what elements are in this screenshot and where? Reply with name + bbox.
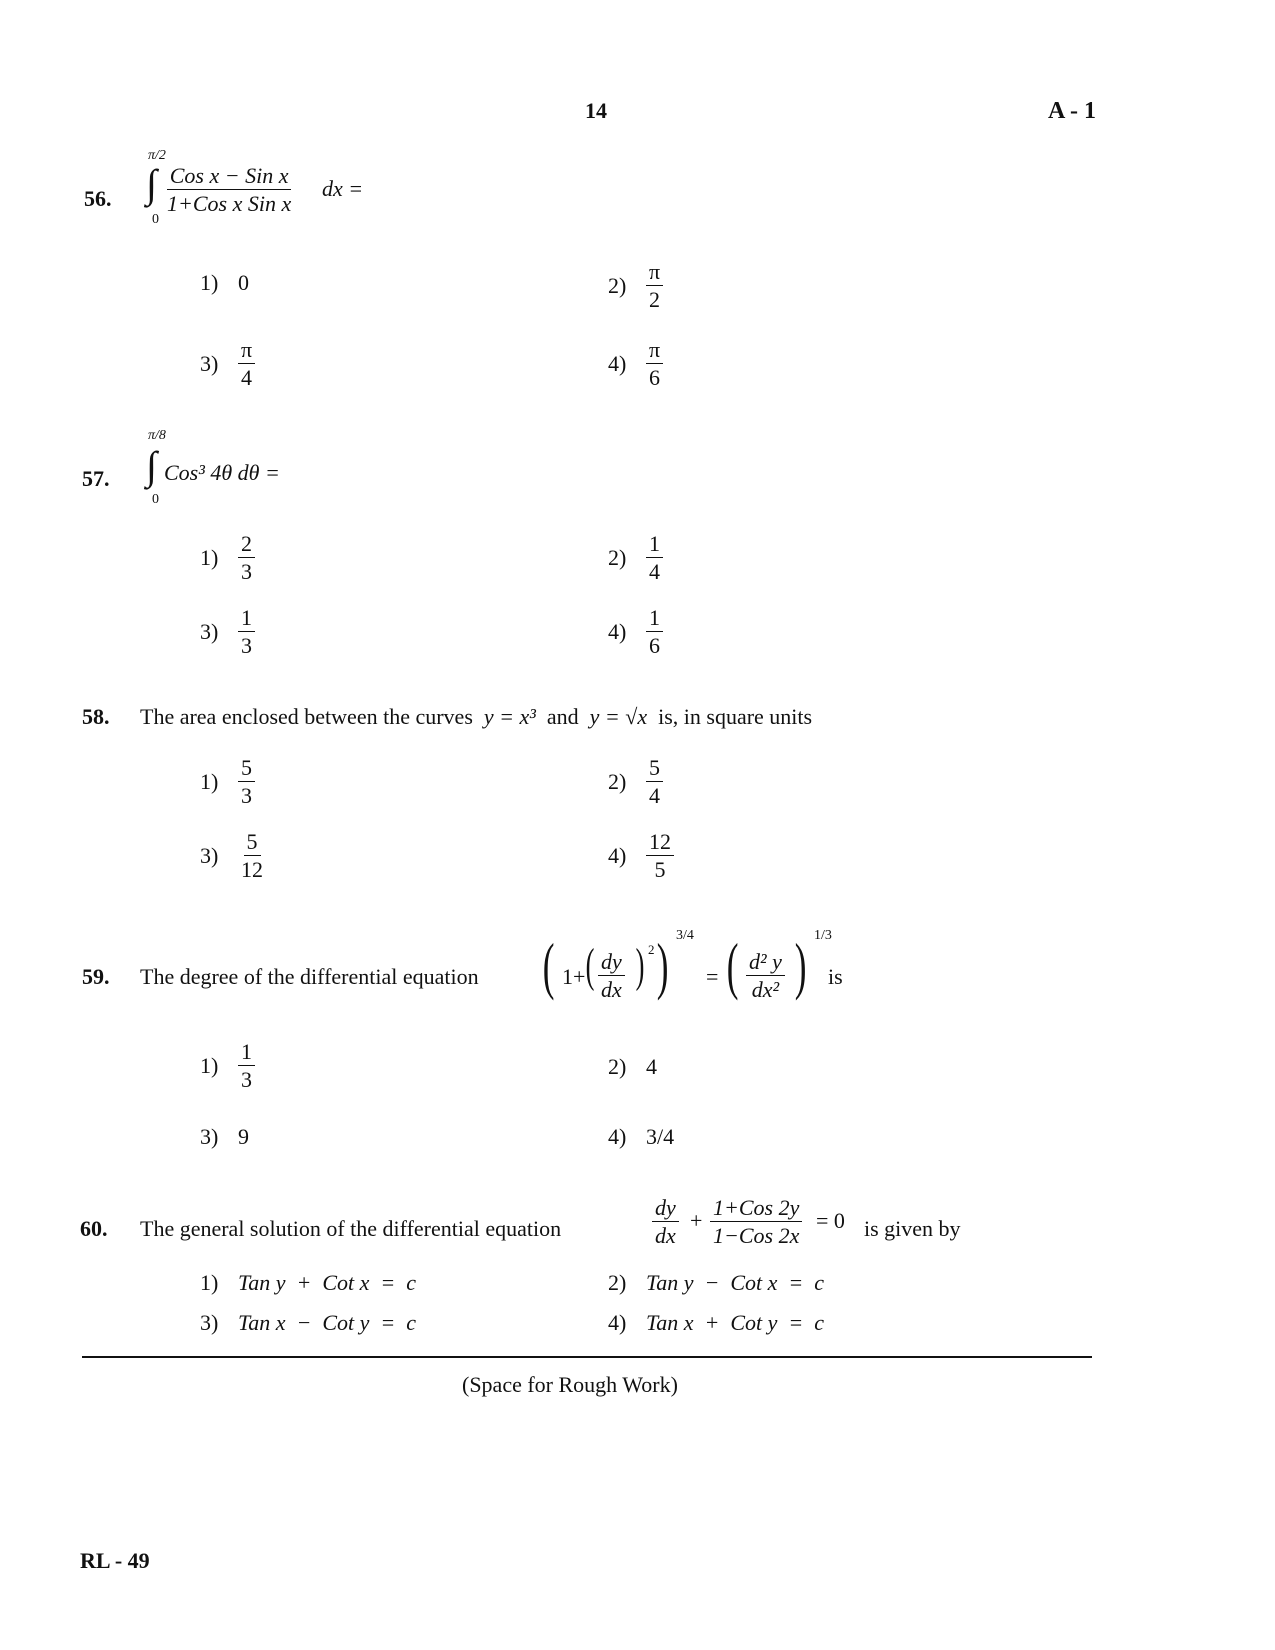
- q58-option-1[interactable]: 1) $\frac{5}{3}$: [200, 756, 255, 807]
- integral-icon: ∫: [146, 161, 157, 206]
- q60-text-a: The general solution of the differential equation: [140, 1216, 562, 1241]
- q58-option-3[interactable]: 3) $\frac{5}{12}$: [200, 829, 263, 883]
- q56-option-1[interactable]: 1) 0: [200, 270, 249, 295]
- q60-option-2[interactable]: 2) Tan y − Cot x = c: [608, 1270, 824, 1295]
- q59-equation: ( 1+ ( $\frac{dy}{dx}$ ) 2 ) 3/4 = ( $\frac{\text{d² y}}{\text{dx²}}$ ) 1/3: [542, 928, 832, 1003]
- page-number: 14: [585, 98, 607, 123]
- q59-rhs-exponent: 1/3: [814, 928, 832, 943]
- q58-option-2[interactable]: 2) $\frac{5}{4}$: [608, 756, 663, 807]
- q59-number: 59.: [82, 964, 110, 989]
- q59-text-a: The degree of the differential equation: [140, 964, 479, 989]
- q59-option-2[interactable]: 2) 4: [608, 1054, 657, 1079]
- q59-option-4[interactable]: 4) 3/4: [608, 1124, 675, 1149]
- q59-outer-exponent: 3/4: [676, 928, 694, 943]
- q56-number: 56.: [84, 186, 112, 211]
- q57-option-2[interactable]: 2) $\frac{1}{4}$: [608, 532, 663, 583]
- q57-upper-limit: π/8: [148, 428, 166, 443]
- q59-option-1[interactable]: 1) $\frac{1}{3}$: [200, 1040, 255, 1091]
- q58-curve1: y = x³: [483, 704, 536, 729]
- rough-work-label: (Space for Rough Work): [462, 1372, 678, 1397]
- q58-option-4[interactable]: 4) $\frac{12}{5}$: [608, 830, 674, 881]
- q58-curve2: y = √x: [589, 704, 648, 729]
- q57-integrand: Cos³ 4θ dθ =: [164, 460, 280, 485]
- q57-expression: [142, 428, 342, 508]
- q56-fraction: Cos x − Sin x 1+Cos x Sin x: [167, 163, 292, 217]
- q56-upper-limit: π/2: [148, 148, 166, 163]
- footer-code: RL - 49: [80, 1548, 150, 1573]
- q59-option-3[interactable]: 3) 9: [200, 1124, 249, 1149]
- q56-expression: [142, 148, 402, 228]
- q60-option-3[interactable]: 3) Tan x − Cot y = c: [200, 1310, 416, 1335]
- q58-number: 58.: [82, 704, 110, 729]
- paper-code: A - 1: [1048, 98, 1096, 124]
- q57-lower-limit: 0: [152, 492, 159, 507]
- q56-option-3[interactable]: 3) $\frac{\pi}{4}$: [200, 338, 255, 389]
- q57-option-1[interactable]: 1) $\frac{2}{3}$: [200, 532, 255, 583]
- q60-option-1[interactable]: 1) Tan y + Cot x = c: [200, 1270, 416, 1295]
- q57-number: 57.: [82, 466, 110, 491]
- q59-text-b: is: [828, 964, 843, 989]
- q57-option-3[interactable]: 3) $\frac{1}{3}$: [200, 606, 255, 657]
- q60-number: 60.: [80, 1216, 108, 1241]
- q60-option-4[interactable]: 4) Tan x + Cot y = c: [608, 1310, 824, 1335]
- q56-option-2[interactable]: 2) $\frac{\pi}{2}$: [608, 260, 663, 311]
- q57-option-4[interactable]: 4) $\frac{1}{6}$: [608, 606, 663, 657]
- q60-text-b: is given by: [864, 1216, 961, 1241]
- q56-lower-limit: 0: [152, 212, 159, 227]
- q56-tail: dx =: [322, 176, 364, 201]
- divider: [82, 1356, 1092, 1358]
- q60-equation: $\frac{dy}{dx}$ + 1+Cos 2y 1−Cos 2x = 0: [652, 1196, 862, 1266]
- q56-option-4[interactable]: 4) $\frac{\pi}{6}$: [608, 338, 663, 389]
- integral-icon: ∫: [146, 443, 157, 488]
- q58-text: The area enclosed between the curves y = x³ and y = √x is, in square units: [140, 704, 813, 729]
